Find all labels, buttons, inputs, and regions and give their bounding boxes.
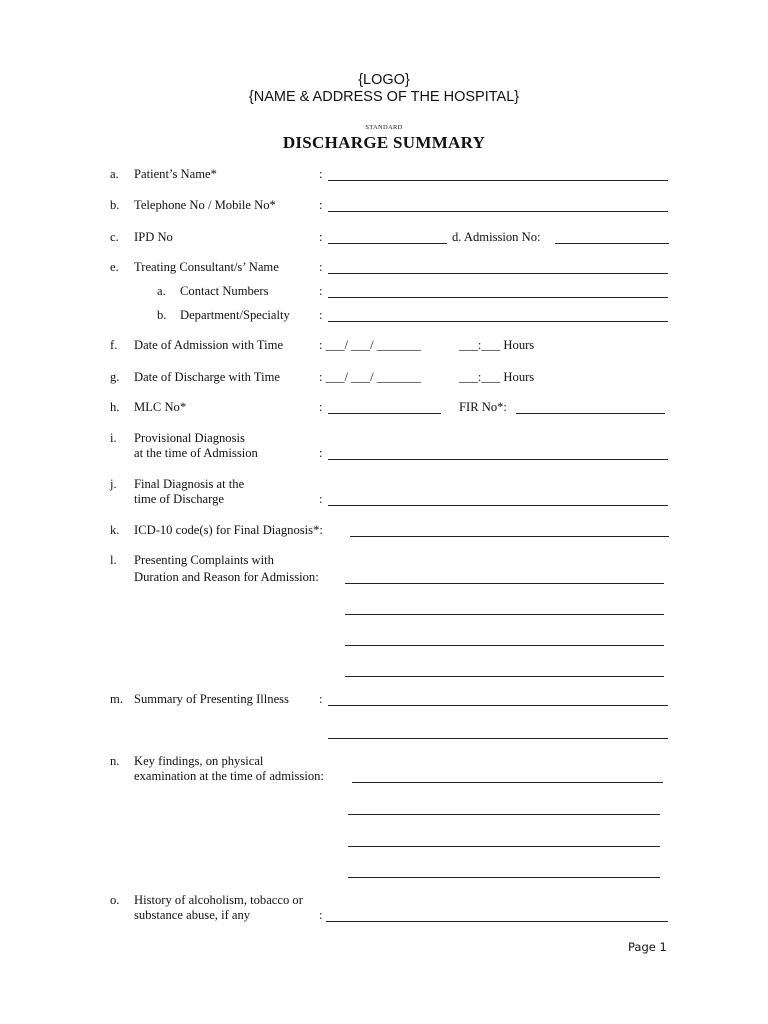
- field-colon: :: [319, 400, 323, 414]
- provisional-diagnosis-blank[interactable]: [328, 459, 668, 460]
- ipd-no-blank[interactable]: [328, 243, 447, 244]
- presenting-complaints-blank-2[interactable]: [345, 614, 664, 615]
- field-label-continued: time of Discharge: [134, 492, 224, 506]
- field-label: Patient’s Name*: [134, 167, 217, 181]
- field-label: Treating Consultant/s’ Name: [134, 260, 279, 274]
- department-blank[interactable]: [328, 321, 668, 322]
- presenting-complaints-blank-4[interactable]: [345, 676, 664, 677]
- field-marker: h.: [110, 400, 120, 414]
- field-label: Date of Discharge with Time: [134, 370, 280, 384]
- field-marker: f.: [110, 338, 118, 352]
- field-colon: :: [319, 908, 323, 922]
- field-marker: l.: [110, 553, 117, 567]
- field-colon: :: [319, 308, 323, 322]
- field-colon: :: [319, 492, 323, 506]
- consultant-name-blank[interactable]: [328, 273, 668, 274]
- admission-date-blank[interactable]: : ___/ ___/ _______: [319, 338, 421, 352]
- field-marker: e.: [110, 260, 119, 274]
- field-label: MLC No*: [134, 400, 187, 414]
- field-label-continued: at the time of Admission: [134, 446, 258, 460]
- field-marker: k.: [110, 523, 120, 537]
- field-colon: :: [319, 198, 323, 212]
- field-label: Provisional Diagnosis: [134, 431, 245, 445]
- field-label: Department/Specialty: [180, 308, 290, 322]
- icd10-codes-blank[interactable]: [350, 536, 669, 537]
- presenting-complaints-blank-1[interactable]: [345, 583, 664, 584]
- field-marker: i.: [110, 431, 117, 445]
- field-colon: :: [319, 230, 323, 244]
- key-findings-blank-1[interactable]: [352, 782, 663, 783]
- field-marker: a.: [110, 167, 119, 181]
- field-label: Telephone No / Mobile No*: [134, 198, 276, 212]
- admission-no-label: d. Admission No:: [452, 230, 541, 244]
- standard-caption: STANDARD: [365, 124, 403, 131]
- page-number: Page 1: [628, 940, 667, 954]
- field-label: Presenting Complaints with: [134, 553, 274, 567]
- field-label: IPD No: [134, 230, 173, 244]
- substance-history-blank[interactable]: [326, 921, 668, 922]
- field-marker: j.: [110, 477, 117, 491]
- presenting-complaints-blank-3[interactable]: [345, 645, 664, 646]
- field-label: History of alcoholism, tobacco or: [134, 893, 303, 907]
- discharge-date-blank[interactable]: : ___/ ___/ _______: [319, 370, 421, 384]
- field-colon: :: [319, 446, 323, 460]
- field-label-continued: substance abuse, if any: [134, 908, 251, 922]
- field-marker: c.: [110, 230, 119, 244]
- field-label: Final Diagnosis at the: [134, 477, 245, 491]
- field-label: Summary of Presenting Illness: [134, 692, 289, 706]
- field-label-continued: examination at the time of admission:: [134, 769, 324, 783]
- field-marker: a.: [157, 284, 166, 298]
- field-label: Date of Admission with Time: [134, 338, 284, 352]
- field-colon: :: [319, 167, 323, 181]
- hospital-name-address: {NAME & ADDRESS OF THE HOSPITAL}: [248, 89, 520, 105]
- field-colon: :: [319, 260, 323, 274]
- page-title: DISCHARGE SUMMARY: [282, 133, 486, 152]
- fir-no-label: FIR No*:: [459, 400, 507, 414]
- admission-no-blank[interactable]: [555, 243, 669, 244]
- key-findings-blank-4[interactable]: [348, 877, 660, 878]
- fir-no-blank[interactable]: [516, 413, 665, 414]
- contact-numbers-blank[interactable]: [328, 297, 668, 298]
- admission-time-blank[interactable]: ___:___ Hours: [459, 338, 535, 352]
- field-marker: m.: [110, 692, 123, 706]
- field-marker: o.: [110, 893, 120, 907]
- field-colon: :: [319, 284, 323, 298]
- field-colon: :: [319, 692, 323, 706]
- field-label: Contact Numbers: [180, 284, 269, 298]
- discharge-time-blank[interactable]: ___:___ Hours: [459, 370, 535, 384]
- final-diagnosis-blank[interactable]: [328, 505, 668, 506]
- presenting-illness-blank-1[interactable]: [328, 705, 668, 706]
- presenting-illness-blank-2[interactable]: [328, 738, 668, 739]
- key-findings-blank-2[interactable]: [348, 814, 660, 815]
- telephone-blank[interactable]: [328, 211, 668, 212]
- field-marker: g.: [110, 370, 120, 384]
- logo-placeholder: {LOGO}: [358, 72, 410, 88]
- field-label: Key findings, on physical: [134, 754, 264, 768]
- field-label: ICD-10 code(s) for Final Diagnosis*:: [134, 523, 323, 537]
- field-marker: n.: [110, 754, 120, 768]
- mlc-no-blank[interactable]: [328, 413, 441, 414]
- field-marker: b.: [110, 198, 120, 212]
- field-marker: b.: [157, 308, 167, 322]
- field-label-continued: Duration and Reason for Admission:: [134, 570, 319, 584]
- patient-name-blank[interactable]: [328, 180, 668, 181]
- key-findings-blank-3[interactable]: [348, 846, 660, 847]
